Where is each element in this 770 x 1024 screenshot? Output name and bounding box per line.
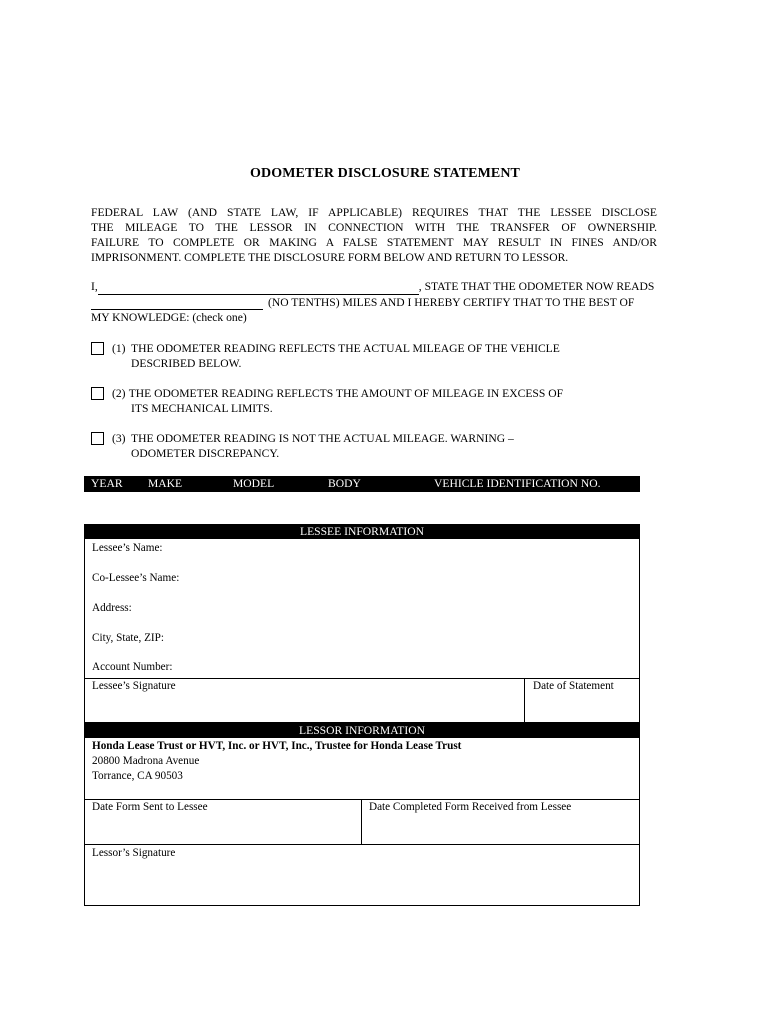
option-2-checkbox[interactable] — [91, 387, 104, 400]
lessor-info-header: LESSOR INFORMATION — [84, 723, 640, 738]
lessee-name-label: Lessee’s Name: — [92, 542, 163, 554]
option-text: THE ODOMETER READING REFLECTS THE ACTUAL MILEAGE OF THE VEHICLE — [131, 342, 560, 355]
date-of-statement-label: Date of Statement — [533, 680, 614, 692]
notice-line: FAILURE TO COMPLETE OR MAKING A FALSE STATEMENT MAY RESULT IN FINES AND/OR — [91, 236, 657, 249]
certification-statement — [91, 279, 676, 326]
odometer-miles-blank[interactable] — [91, 298, 263, 310]
lessee-info-header: LESSEE INFORMATION — [84, 524, 640, 539]
date-form-received-field[interactable] — [361, 799, 640, 845]
federal-law-notice — [91, 205, 657, 265]
notice-line: THE MILEAGE TO THE LESSOR IN CONNECTION WITH THE TRANSFER OF OWNERSHIP. — [91, 221, 657, 234]
date-form-sent-label: Date Form Sent to Lessee — [92, 801, 208, 813]
option-text-cont: ODOMETER DISCREPANCY. — [131, 447, 280, 460]
city-state-zip-label: City, State, ZIP: — [92, 632, 164, 644]
vehicle-vin-label: VEHICLE IDENTIFICATION NO. — [434, 477, 601, 490]
co-lessee-name-label: Co-Lessee’s Name: — [92, 572, 180, 584]
vehicle-info-header — [84, 476, 640, 492]
date-form-received-label: Date Completed Form Received from Lessee — [369, 801, 572, 813]
option-1-checkbox[interactable] — [91, 342, 104, 355]
option-text: THE ODOMETER READING IS NOT THE ACTUAL MILEAGE. WARNING – — [131, 432, 514, 445]
notice-line: IMPRISONMENT. COMPLETE THE DISCLOSURE FORM BELOW AND RETURN TO LESSOR. — [91, 251, 569, 264]
option-text-cont: ITS MECHANICAL LIMITS. — [131, 402, 273, 415]
lessor-name: Honda Lease Trust or HVT, Inc. or HVT, Inc., Trustee for Honda Lease Trust — [92, 740, 462, 752]
date-of-statement-field[interactable] — [524, 678, 640, 723]
certify-state-text: , STATE THAT THE ODOMETER NOW READS — [418, 280, 655, 293]
vehicle-make-label: MAKE — [148, 477, 183, 490]
lessor-address-line2: Torrance, CA 90503 — [92, 770, 183, 782]
vehicle-year-label: YEAR — [91, 477, 123, 490]
lessor-signature-field[interactable] — [84, 844, 640, 906]
option-3-checkbox[interactable] — [91, 432, 104, 445]
address-label: Address: — [92, 602, 132, 614]
account-number-label: Account Number: — [92, 661, 173, 673]
lessee-signature-field[interactable] — [84, 678, 525, 723]
certify-knowledge-text: MY KNOWLEDGE: (check one) — [91, 311, 247, 324]
certify-prefix: I, — [91, 280, 98, 293]
option-number: (1) — [112, 342, 126, 355]
option-text-cont: DESCRIBED BELOW. — [131, 357, 242, 370]
lessee-signature-label: Lessee’s Signature — [92, 680, 176, 692]
notice-line: FEDERAL LAW (AND STATE LAW, IF APPLICABLE) REQUIRES THAT THE LESSEE DISCLOSE — [91, 206, 657, 219]
lessor-address-line1: 20800 Madrona Avenue — [92, 755, 200, 767]
option-number: (2) — [112, 387, 126, 400]
lessor-signature-label: Lessor’s Signature — [92, 847, 176, 859]
certify-miles-text: (NO TENTHS) MILES AND I HEREBY CERTIFY THAT TO THE BEST OF — [268, 295, 635, 309]
lessee-name-blank[interactable] — [98, 283, 419, 295]
vehicle-body-label: BODY — [328, 477, 361, 490]
option-number: (3) — [112, 432, 126, 445]
lessee-info-box — [84, 538, 640, 679]
lessor-info-box — [84, 737, 640, 800]
date-form-sent-field[interactable] — [84, 799, 362, 845]
vehicle-model-label: MODEL — [233, 477, 275, 490]
option-text: THE ODOMETER READING REFLECTS THE AMOUNT OF MILEAGE IN EXCESS OF — [126, 387, 564, 400]
form-title: ODOMETER DISCLOSURE STATEMENT — [250, 166, 520, 181]
